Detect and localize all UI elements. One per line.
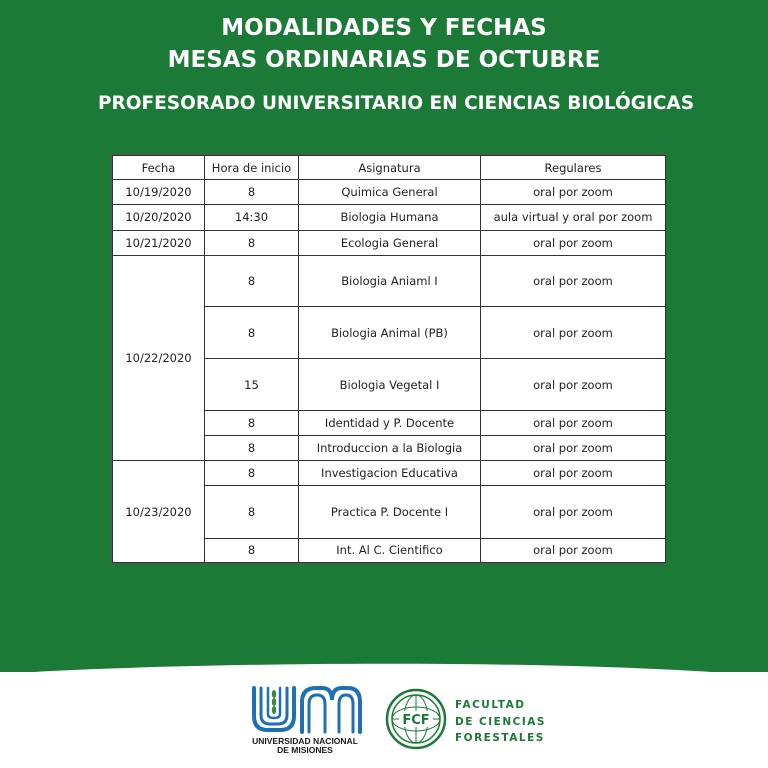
hora-cell: 8 (205, 538, 299, 562)
fecha-cell: 10/23/2020 (113, 461, 205, 563)
footer (0, 672, 768, 768)
asignatura-cell: Biologia Vegetal I (299, 359, 481, 410)
hora-cell: 15 (205, 359, 299, 410)
hora-cell: 14:30 (205, 205, 299, 230)
regulares-cell: oral por zoom (481, 180, 666, 205)
hora-cell: 8 (205, 307, 299, 359)
fecha-cell: 10/20/2020 (113, 205, 205, 230)
fcf-name-line-1: FACULTAD (455, 699, 526, 711)
regulares-cell: oral por zoom (481, 307, 666, 359)
hora-cell: 8 (205, 435, 299, 460)
table-row (113, 230, 666, 255)
hora-cell: 8 (205, 410, 299, 435)
fecha-cell: 10/21/2020 (113, 230, 205, 255)
hora-cell: 8 (205, 461, 299, 486)
asignatura-cell: Biologia Humana (299, 205, 481, 230)
schedule-table (111, 154, 666, 564)
asignatura-cell: Biologia Animal (PB) (299, 307, 481, 359)
hora-cell: 8 (205, 486, 299, 538)
unam-name (238, 737, 372, 755)
regulares-cell: oral por zoom (481, 359, 666, 410)
regulares-cell: oral por zoom (481, 230, 666, 255)
unam-name-line-2: DE MISIONES (277, 745, 333, 755)
table-header-row (113, 156, 666, 180)
fcf-name (455, 697, 546, 747)
asignatura-cell: Identidad y P. Docente (299, 410, 481, 435)
asignatura-cell: Quimica General (299, 180, 481, 205)
hora-cell: 8 (205, 230, 299, 255)
fcf-name-line-3: FORESTALES (455, 732, 545, 744)
column-header-asignatura: Asignatura (299, 156, 481, 180)
fcf-logo-icon (385, 688, 447, 750)
fecha-cell: 10/22/2020 (113, 255, 205, 460)
column-header-hora: Hora de inicio (205, 156, 299, 180)
unam-name-line-1: UNIVERSIDAD NACIONAL (252, 736, 358, 746)
title-line-1: MODALIDADES Y FECHAS (221, 15, 547, 41)
asignatura-cell: Biologia Aniaml I (299, 255, 481, 306)
regulares-cell: oral por zoom (481, 538, 666, 562)
table-row (113, 180, 666, 205)
fcf-mark: FCF (402, 713, 430, 728)
asignatura-cell: Introduccion a la Biologia (299, 435, 481, 460)
hora-cell: 8 (205, 180, 299, 205)
asignatura-cell: Int. Al C. Cientifico (299, 538, 481, 562)
asignatura-cell: Investigacion Educativa (299, 461, 481, 486)
fecha-cell: 10/19/2020 (113, 180, 205, 205)
regulares-cell: oral por zoom (481, 435, 666, 460)
fcf-name-line-2: DE CIENCIAS (455, 715, 546, 728)
subtitle: PROFESORADO UNIVERSITARIO EN CIENCIAS BIOLÓGICAS (98, 93, 695, 114)
table-row (113, 255, 666, 306)
table-row (113, 461, 666, 486)
title-line-2: MESAS ORDINARIAS DE OCTUBRE (167, 47, 601, 73)
unam-logo-icon (246, 684, 364, 736)
hora-cell: 8 (205, 255, 299, 306)
asignatura-cell: Ecologia General (299, 230, 481, 255)
regulares-cell: oral por zoom (481, 461, 666, 486)
asignatura-cell: Practica P. Docente I (299, 486, 481, 538)
column-header-regulares: Regulares (481, 156, 666, 180)
column-header-fecha: Fecha (113, 156, 205, 180)
regulares-cell: oral por zoom (481, 486, 666, 538)
regulares-cell: aula virtual y oral por zoom (481, 205, 666, 230)
regulares-cell: oral por zoom (481, 410, 666, 435)
regulares-cell: oral por zoom (481, 255, 666, 306)
table-row (113, 205, 666, 230)
